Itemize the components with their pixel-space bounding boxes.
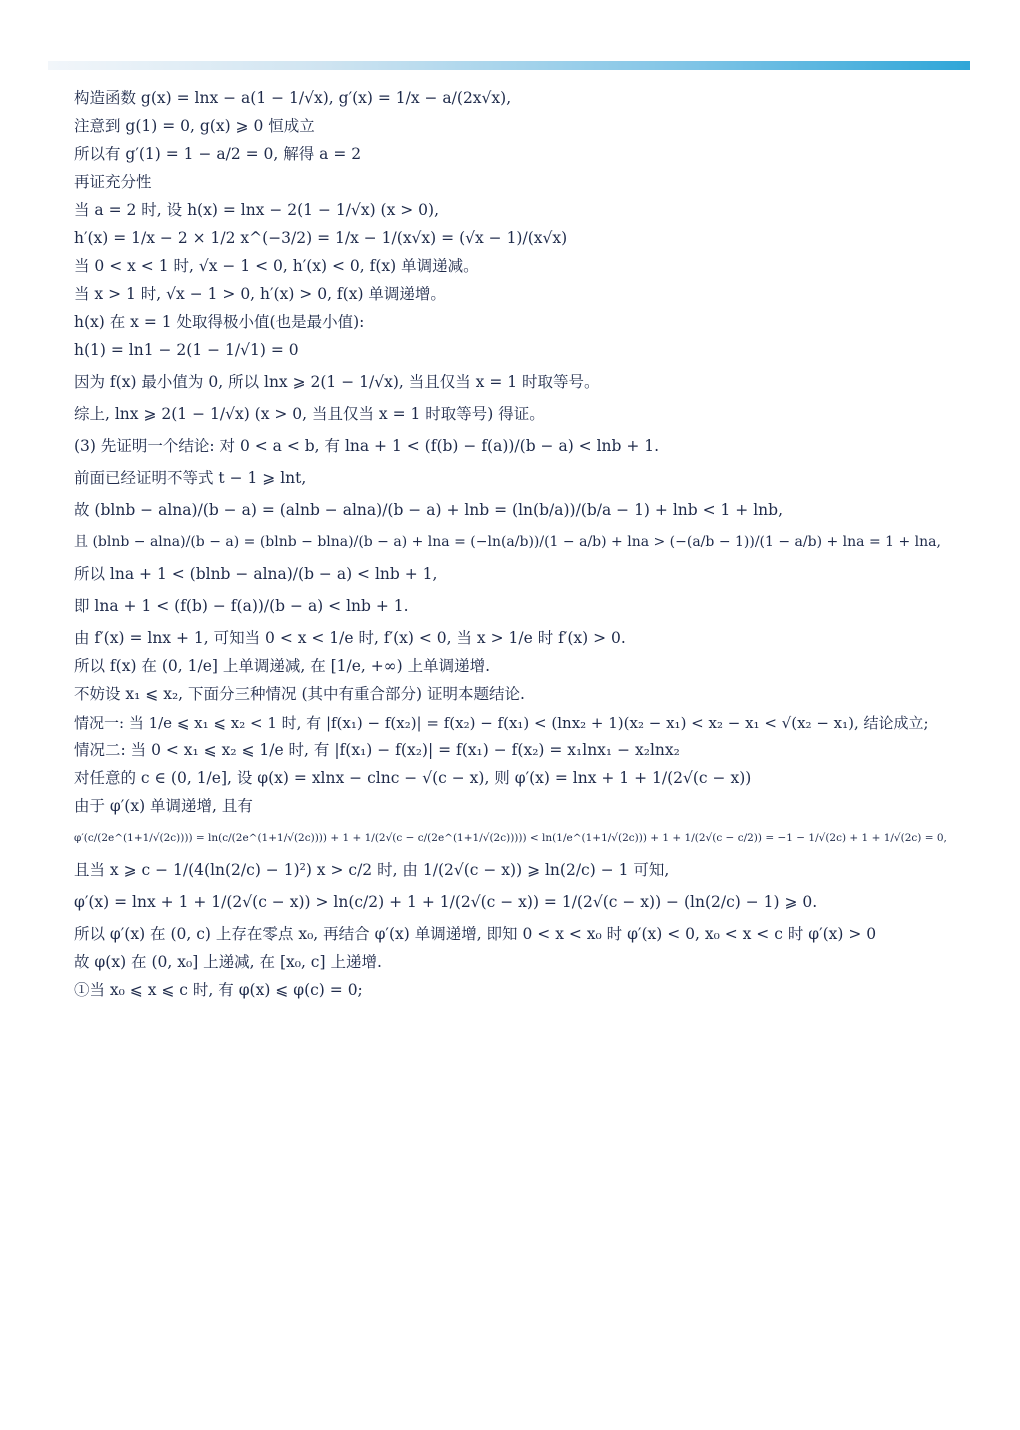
line-05: 当 a = 2 时, 设 h(x) = lnx − 2(1 − 1/√x) (x > 0),	[74, 201, 440, 220]
line-02: 注意到 g(1) = 0, g(x) ⩾ 0 恒成立	[74, 117, 315, 136]
line-08: 当 x > 1 时, √x − 1 > 0, h′(x) > 0, f(x) 单调递增。	[74, 285, 446, 304]
line-23: 情况二: 当 0 < x₁ ⩽ x₂ ⩽ 1/e 时, 有 |f(x₁) − f(x₂)| = f(x₁) − f(x₂) = x₁lnx₁ − x₂lnx₂	[74, 741, 680, 760]
line-21: 不妨设 x₁ ⩽ x₂, 下面分三种情况 (其中有重合部分) 证明本题结论.	[74, 685, 525, 704]
line-10: h(1) = ln1 − 2(1 − 1/√1) = 0	[74, 341, 299, 360]
line-18: 即 lna + 1 < (f(b) − f(a))/(b − a) < lnb + 1.	[74, 597, 409, 616]
line-09: h(x) 在 x = 1 处取得极小值(也是最小值):	[74, 313, 365, 332]
line-17: 所以 lna + 1 < (blnb − alna)/(b − a) < lnb + 1,	[74, 565, 438, 584]
line-20: 所以 f(x) 在 (0, 1/e] 上单调递减, 在 [1/e, +∞) 上单调递增.	[74, 657, 491, 676]
line-01: 构造函数 g(x) = lnx − a(1 − 1/√x), g′(x) = 1/x − a/(2x√x),	[74, 89, 512, 108]
line-22: 情况一: 当 1/e ⩽ x₁ ⩽ x₂ < 1 时, 有 |f(x₁) − f(x₂)| = f(x₂) − f(x₁) < (lnx₂ + 1)(x₂ − x₁) < x₂ − x₁ < √(x₂ − x₁), 结论成立;	[74, 713, 929, 732]
line-29: 所以 φ′(x) 在 (0, c) 上存在零点 x₀, 再结合 φ′(x) 单调递增, 即知 0 < x < x₀ 时 φ′(x) < 0, x₀ < x < c 时 φ′(x) > 0	[74, 925, 877, 944]
line-25: 由于 φ′(x) 单调递增, 且有	[74, 797, 253, 816]
line-30: 故 φ(x) 在 (0, x₀] 上递减, 在 [x₀, c] 上递增.	[74, 953, 382, 972]
line-19: 由 f′(x) = lnx + 1, 可知当 0 < x < 1/e 时, f′(x) < 0, 当 x > 1/e 时 f′(x) > 0.	[74, 629, 626, 648]
line-27: 且当 x ⩾ c − 1/(4(ln(2/c) − 1)²) x > c/2 时, 由 1/(2√(c − x)) ⩾ ln(2/c) − 1 可知,	[74, 861, 670, 880]
line-06: h′(x) = 1/x − 2 × 1/2 x^(−3/2) = 1/x − 1/(x√x) = (√x − 1)/(x√x)	[74, 229, 568, 248]
line-13: (3) 先证明一个结论: 对 0 < a < b, 有 lna + 1 < (f(b) − f(a))/(b − a) < lnb + 1.	[74, 437, 660, 456]
line-26: φ′(c/(2e^(1+1/√(2c)))) = ln(c/(2e^(1+1/√(2c)))) + 1 + 1/(2√(c − c/(2e^(1+1/√(2c))))) < ln(1/e^(1+1/√(2c))) + 1 + 1/(2√(c − c/2)) = −1 − 1/√(2c) + 1 + 1/√(2c) = 0,	[74, 832, 947, 845]
line-12: 综上, lnx ⩾ 2(1 − 1/√x) (x > 0, 当且仅当 x = 1 时取等号) 得证。	[74, 405, 545, 424]
line-07: 当 0 < x < 1 时, √x − 1 < 0, h′(x) < 0, f(x) 单调递减。	[74, 257, 479, 276]
line-14: 前面已经证明不等式 t − 1 ⩾ lnt,	[74, 469, 307, 488]
line-24: 对任意的 c ∈ (0, 1/e], 设 φ(x) = xlnx − clnc − √(c − x), 则 φ′(x) = lnx + 1 + 1/(2√(c − x))	[74, 769, 752, 788]
line-16: 且 (blnb − alna)/(b − a) = (blnb − blna)/(b − a) + lna = (−ln(a/b))/(1 − a/b) + lna > (−(a/b − 1))/(1 − a/b) + lna = 1 + lna,	[74, 534, 941, 551]
line-15: 故 (blnb − alna)/(b − a) = (alnb − alna)/(b − a) + lnb = (ln(b/a))/(b/a − 1) + lnb < 1 + lnb,	[74, 501, 784, 520]
line-31: ①当 x₀ ⩽ x ⩽ c 时, 有 φ(x) ⩽ φ(c) = 0;	[74, 981, 363, 1000]
line-11: 因为 f(x) 最小值为 0, 所以 lnx ⩾ 2(1 − 1/√x), 当且仅当 x = 1 时取等号。	[74, 373, 600, 392]
line-28: φ′(x) = lnx + 1 + 1/(2√(c − x)) > ln(c/2) + 1 + 1/(2√(c − x)) = 1/(2√(c − x)) − (ln(2/c) − 1) ⩾ 0.	[74, 893, 818, 912]
header-gradient-bar	[48, 61, 970, 70]
solution-text	[74, 82, 954, 1008]
line-04: 再证充分性	[74, 173, 152, 192]
line-03: 所以有 g′(1) = 1 − a/2 = 0, 解得 a = 2	[74, 145, 362, 164]
